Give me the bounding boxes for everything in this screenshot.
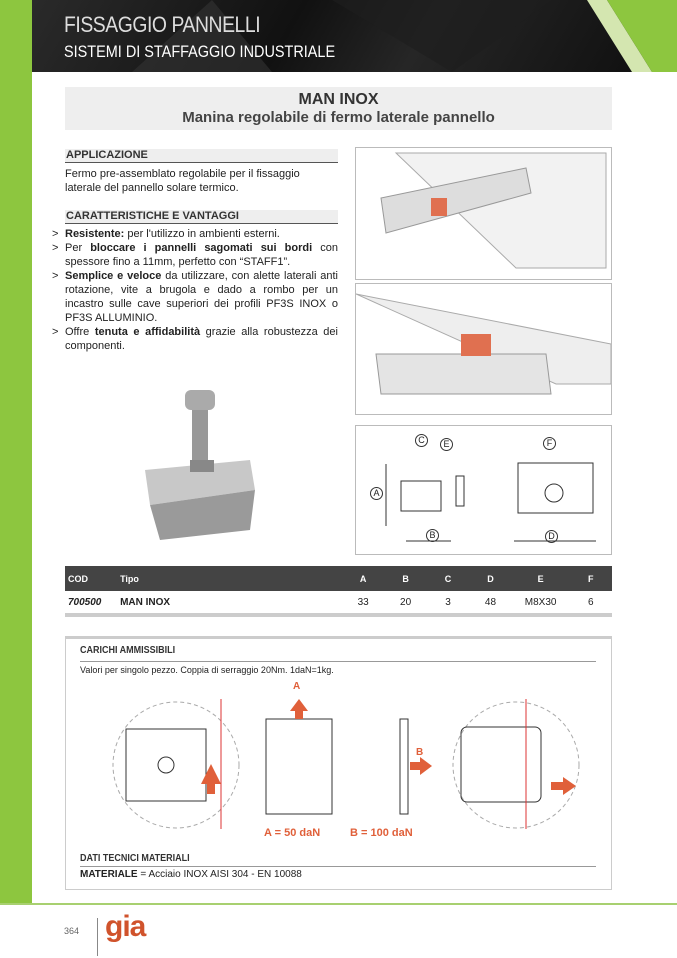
label-f: F — [543, 437, 556, 450]
col-b: B — [402, 573, 409, 584]
feature-item — [53, 241, 338, 269]
feature-text: da utilizzare, con alette laterali anti rotazione, vite a brugola e dado a rombo per un incastro sulle cave superiori dei profili PF3S INOX o PF3S ALLUMINIO. — [65, 270, 338, 324]
subcategory-title: SISTEMI DI STAFFAGGIO INDUSTRIALE — [64, 42, 336, 61]
cell-a: 33 — [357, 596, 369, 608]
cell-tipo: MAN INOX — [120, 596, 171, 608]
cell-c: 3 — [445, 596, 451, 608]
category-title: FISSAGGIO PANNELLI — [64, 12, 261, 37]
col-a: A — [359, 573, 367, 584]
footer-divider — [0, 903, 677, 905]
product-title-box — [65, 87, 612, 130]
feature-bold: tenuta e affidabilità — [94, 326, 201, 338]
table-header — [65, 566, 612, 591]
installation-photo-2 — [355, 283, 612, 415]
feature-item — [53, 325, 338, 353]
gia-logo: gia — [105, 910, 146, 943]
col-e: E — [537, 573, 544, 584]
materiali-text — [80, 869, 302, 880]
arrow-label-b: B — [416, 747, 424, 758]
caratteristiche-heading: CARATTERISTICHE E VANTAGGI — [65, 210, 338, 224]
cell-b: 20 — [400, 596, 412, 608]
load-b-value: B = 100 daN — [350, 827, 413, 839]
col-c: C — [444, 573, 452, 584]
col-d: D — [487, 573, 494, 584]
technical-drawing — [355, 425, 612, 555]
product-table — [65, 566, 612, 617]
installation-photo-1 — [355, 147, 612, 280]
caratteristiche-section — [53, 210, 338, 353]
carichi-note: Valori per singolo pezzo. Coppia di serraggio 20Nm. 1daN=1kg. — [80, 665, 334, 675]
cell-cod: 700500 — [68, 596, 102, 608]
carichi-heading: CARICHI AMMISSIBILI — [80, 645, 176, 656]
table-row — [65, 591, 612, 617]
cell-f: 6 — [587, 596, 594, 608]
cell-e: M8X30 — [524, 596, 557, 608]
col-f: F — [588, 573, 594, 584]
product-name: MAN INOX — [298, 91, 379, 108]
feature-bold: Semplice e veloce — [65, 270, 162, 282]
materiali-value: = Acciaio INOX AISI 304 - EN 10088 — [137, 869, 302, 880]
feature-item — [53, 227, 338, 241]
load-a-value: A = 50 daN — [264, 827, 321, 839]
applicazione-section — [65, 149, 338, 195]
product-description: Manina regolabile di fermo laterale pannello — [182, 109, 495, 126]
col-tipo: Tipo — [120, 573, 139, 584]
feature-pre: Per — [65, 242, 91, 254]
product-photo — [130, 380, 270, 550]
page-number: 364 — [64, 926, 80, 936]
feature-text: con spessore fino a 11mm, perfetto con “STAFF1”. — [65, 242, 338, 268]
materiali-label: MATERIALE — [80, 869, 138, 880]
applicazione-text: Fermo pre-assemblato regolabile per il fissaggio laterale del pannello solare termico. — [65, 168, 300, 194]
loads-drawing — [106, 689, 586, 839]
feature-bold: Resistente: — [65, 228, 125, 240]
feature-item — [53, 269, 338, 325]
label-a: A — [370, 487, 383, 500]
feature-text: grazie alla robustezza dei componenti. — [65, 326, 338, 352]
feature-text: per l'utilizzo in ambienti esterni. — [124, 228, 280, 240]
side-green-bar — [0, 0, 32, 903]
feature-pre: Offre — [65, 326, 95, 338]
feature-bold: bloccare i pannelli sagomati sui bordi — [90, 242, 313, 254]
label-d: D — [545, 530, 558, 543]
arrow-label-a: A — [293, 681, 301, 692]
carichi-box — [65, 636, 612, 890]
footer-separator — [97, 918, 98, 956]
label-c: C — [415, 434, 428, 447]
applicazione-heading: APPLICAZIONE — [65, 149, 338, 163]
label-e: E — [440, 438, 453, 451]
materiali-heading: DATI TECNICI MATERIALI — [80, 853, 190, 864]
col-cod: COD — [68, 573, 88, 584]
label-b: B — [426, 529, 439, 542]
cell-d: 48 — [484, 596, 497, 608]
